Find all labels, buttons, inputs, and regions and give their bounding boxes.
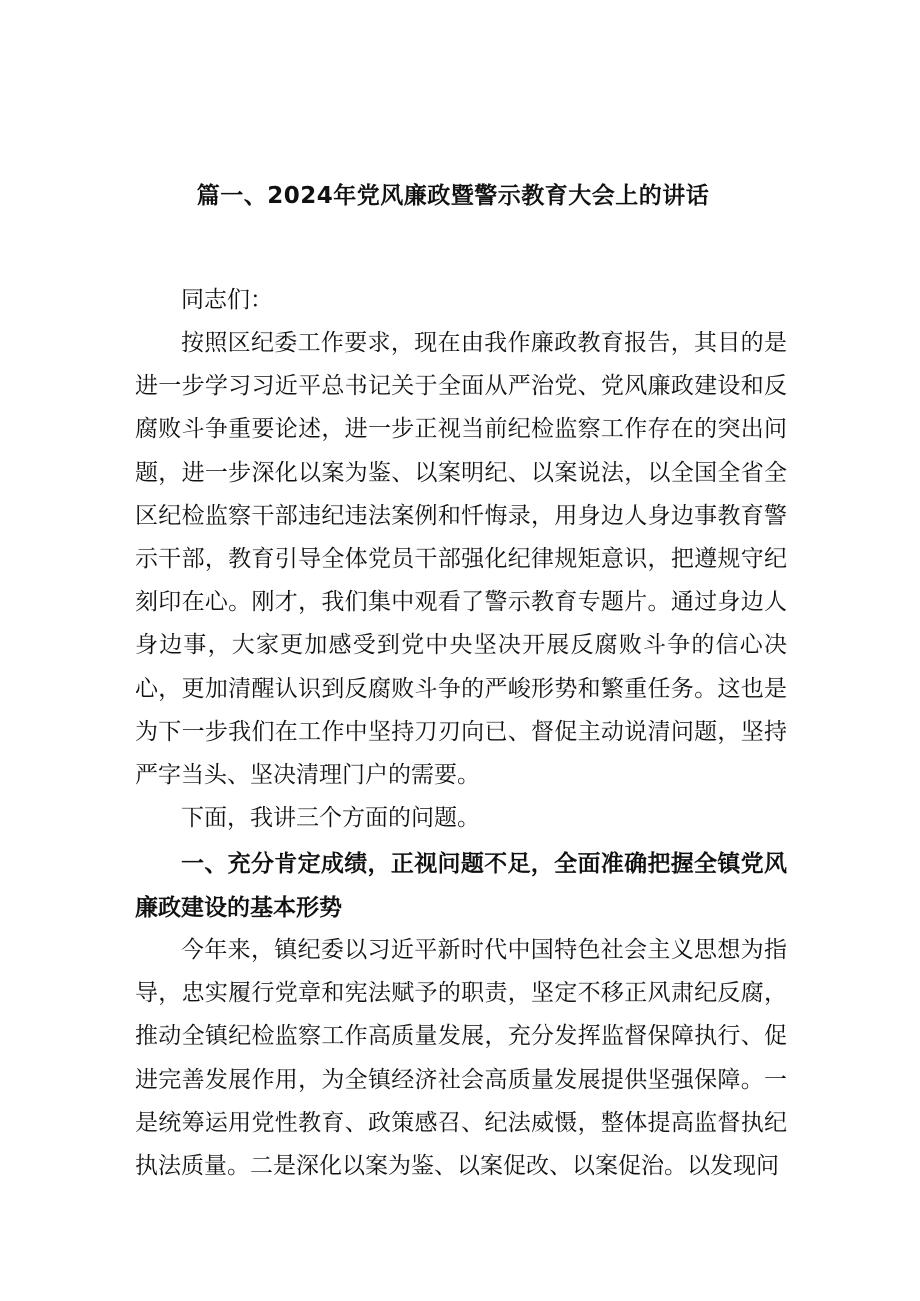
document-title: 篇一、2024年党风廉政暨警示教育大会上的讲话 bbox=[196, 183, 710, 209]
section-heading: 一、充分肯定成绩，正视问题不足，全面准确把握全镇党风廉政建设的基本形势 bbox=[135, 851, 787, 921]
body-paragraph-2: 下面，我讲三个方面的问题。 bbox=[181, 805, 480, 831]
body-paragraph-1: 按照区纪委工作要求，现在由我作廉政教育报告，其目的是进一步学习习近平总书记关于全面从严治党、党风廉政建设和反腐败斗争重要论述，进一步正视当前纪检监察工作存在的突出问题，进一步深化以案为鉴、以案明纪、以案说法，以全国全省全区纪检监察干部违纪违法案例和忏悔录，用身边人身边事教育警示干部，教育引导全体党员干部强化纪律规矩意识，把遵规守纪刻印在心。刚才，我们集中观看了警示教育专题片。通过身边人身边事，大家更加感受到党中央坚决开展反腐败斗争的信心决心，更加清醒认识到反腐败斗争的严峻形势和繁重任务。这也是为下一步我们在工作中坚持刀刃向已、督促主动说清问题，坚持严字当头、坚决清理门户的需要。 bbox=[135, 330, 787, 789]
greeting: 同志们： bbox=[181, 287, 273, 313]
section-paragraph: 今年来，镇纪委以习近平新时代中国特色社会主义思想为指导，忠实履行党章和宪法赋予的职责，坚定不移正风肃纪反腐，推动全镇纪检监察工作高质量发展，充分发挥监督保障执行、促进完善发展作用，为全镇经济社会高质量发展提供坚强保障。一是统筹运用党性教育、政策感召、纪法威慑，整体提高监督执纪执法质量。二是深化以案为鉴、以案促改、以案促治。以发现问 bbox=[135, 937, 787, 1180]
